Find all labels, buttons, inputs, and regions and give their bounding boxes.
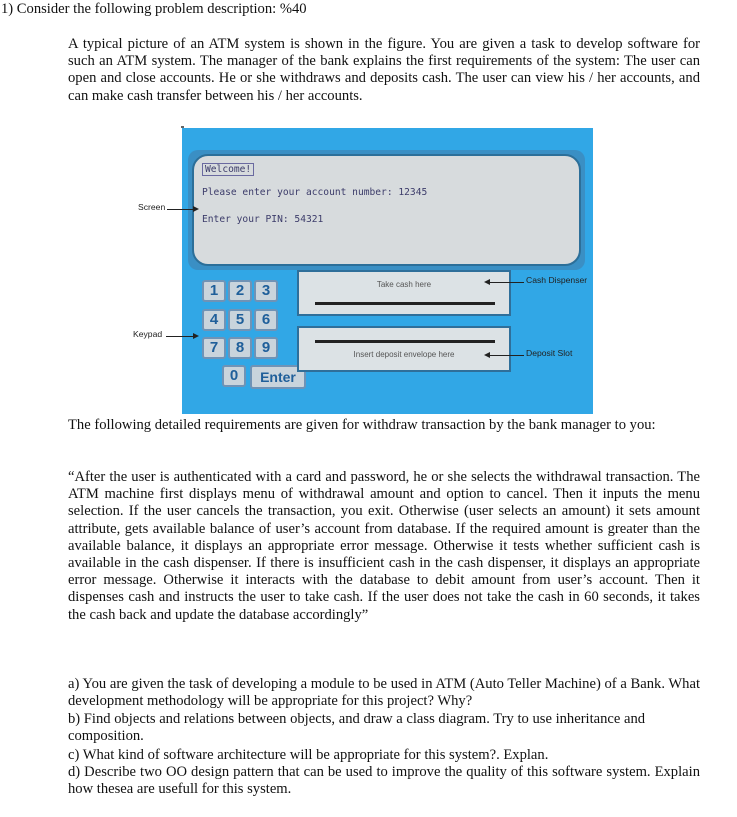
intro-paragraph: A typical picture of an ATM system is shown in the figure. You are given a task to develop software for such an ATM system. The manager of the bank explains the first requirements of the system: The user can open and close accounts. He or she withdraws and deposits cash. The user can view his / her accounts, and can make cash transfer between his / her accounts. [68, 36, 700, 104]
screen-welcome-text: Welcome! [202, 163, 254, 176]
atm-figure [0, 128, 737, 416]
callout-cash-line [490, 282, 524, 283]
key-9: 9 [254, 337, 278, 359]
callout-screen-line [167, 209, 193, 210]
requirements-intro: The following detailed requirements are given for withdraw transaction by the bank manager to you: [68, 417, 656, 433]
requirements-quote: “After the user is authenticated with a card and password, he or she selects the withdrawal transaction. The ATM machine first displays menu of withdrawal amount and option to cancel. Then it inputs the menu selection. If the user cancels the transaction, you exit. Otherwise (user selects an amount) it sets amount attribute, gets available balance of user’s account from database. If the required amount is greater than the available balance, it displays an appropriate error message. Otherwise it tests whether sufficient cash is available in the cash dispenser. If there is insufficient cash in the cash dispenser, it displays an appropriate error message. Otherwise it interacts with the database to debit amount from user’s account. Then it dispenses cash and instructs the user to take cash. If the user does not take the cash in 60 seconds, it takes the cash back and update the database accordingly” [68, 469, 700, 623]
cash-slot-label: Take cash here [376, 280, 432, 289]
screen-pin-line: Enter your PIN: 54321 [202, 214, 324, 225]
deposit-slot-opening [315, 340, 495, 343]
atm-keypad [194, 277, 296, 393]
question-b: b) Find objects and relations between objects, and draw a class diagram. Try to use inheritance and composition. [68, 711, 646, 745]
deposit-slot [297, 326, 511, 372]
key-3: 3 [254, 280, 278, 302]
key-enter: Enter [250, 365, 306, 389]
atm-screen [188, 150, 585, 270]
question-d: d) Describe two OO design pattern that can be used to improve the quality of this software system. Explain how thesea are usefull for this system. [68, 764, 700, 798]
key-7: 7 [202, 337, 226, 359]
key-4: 4 [202, 309, 226, 331]
key-0: 0 [222, 365, 246, 387]
cash-slot-opening [315, 302, 495, 305]
question-a: a) You are given the task of developing a module to be used in ATM (Auto Teller Machine) of a Bank. What development methodology will be appropriate for this project? Why? [68, 676, 700, 710]
callout-deposit-slot: Deposit Slot [526, 348, 573, 358]
key-8: 8 [228, 337, 252, 359]
cash-dispenser-slot [297, 270, 511, 316]
problem-heading: 1) Consider the following problem description: %40 [1, 1, 307, 17]
callout-keypad-line [166, 336, 193, 337]
callout-cash-dispenser: Cash Dispenser [526, 275, 588, 285]
key-5: 5 [228, 309, 252, 331]
deposit-slot-label: Insert deposit envelope here [353, 350, 455, 359]
callout-deposit-line [490, 355, 524, 356]
screen-welcome [202, 164, 254, 175]
question-c: c) What kind of software architecture will be appropriate for this system?. Explan. [68, 747, 549, 763]
screen-account-line: Please enter your account number: 12345 [202, 187, 428, 198]
atm-screen-display [192, 154, 581, 266]
callout-keypad: Keypad [133, 329, 163, 339]
callout-screen-arrow [193, 206, 199, 212]
callout-screen: Screen [138, 202, 166, 212]
key-2: 2 [228, 280, 252, 302]
key-1: 1 [202, 280, 226, 302]
callout-keypad-arrow [193, 333, 199, 339]
key-6: 6 [254, 309, 278, 331]
